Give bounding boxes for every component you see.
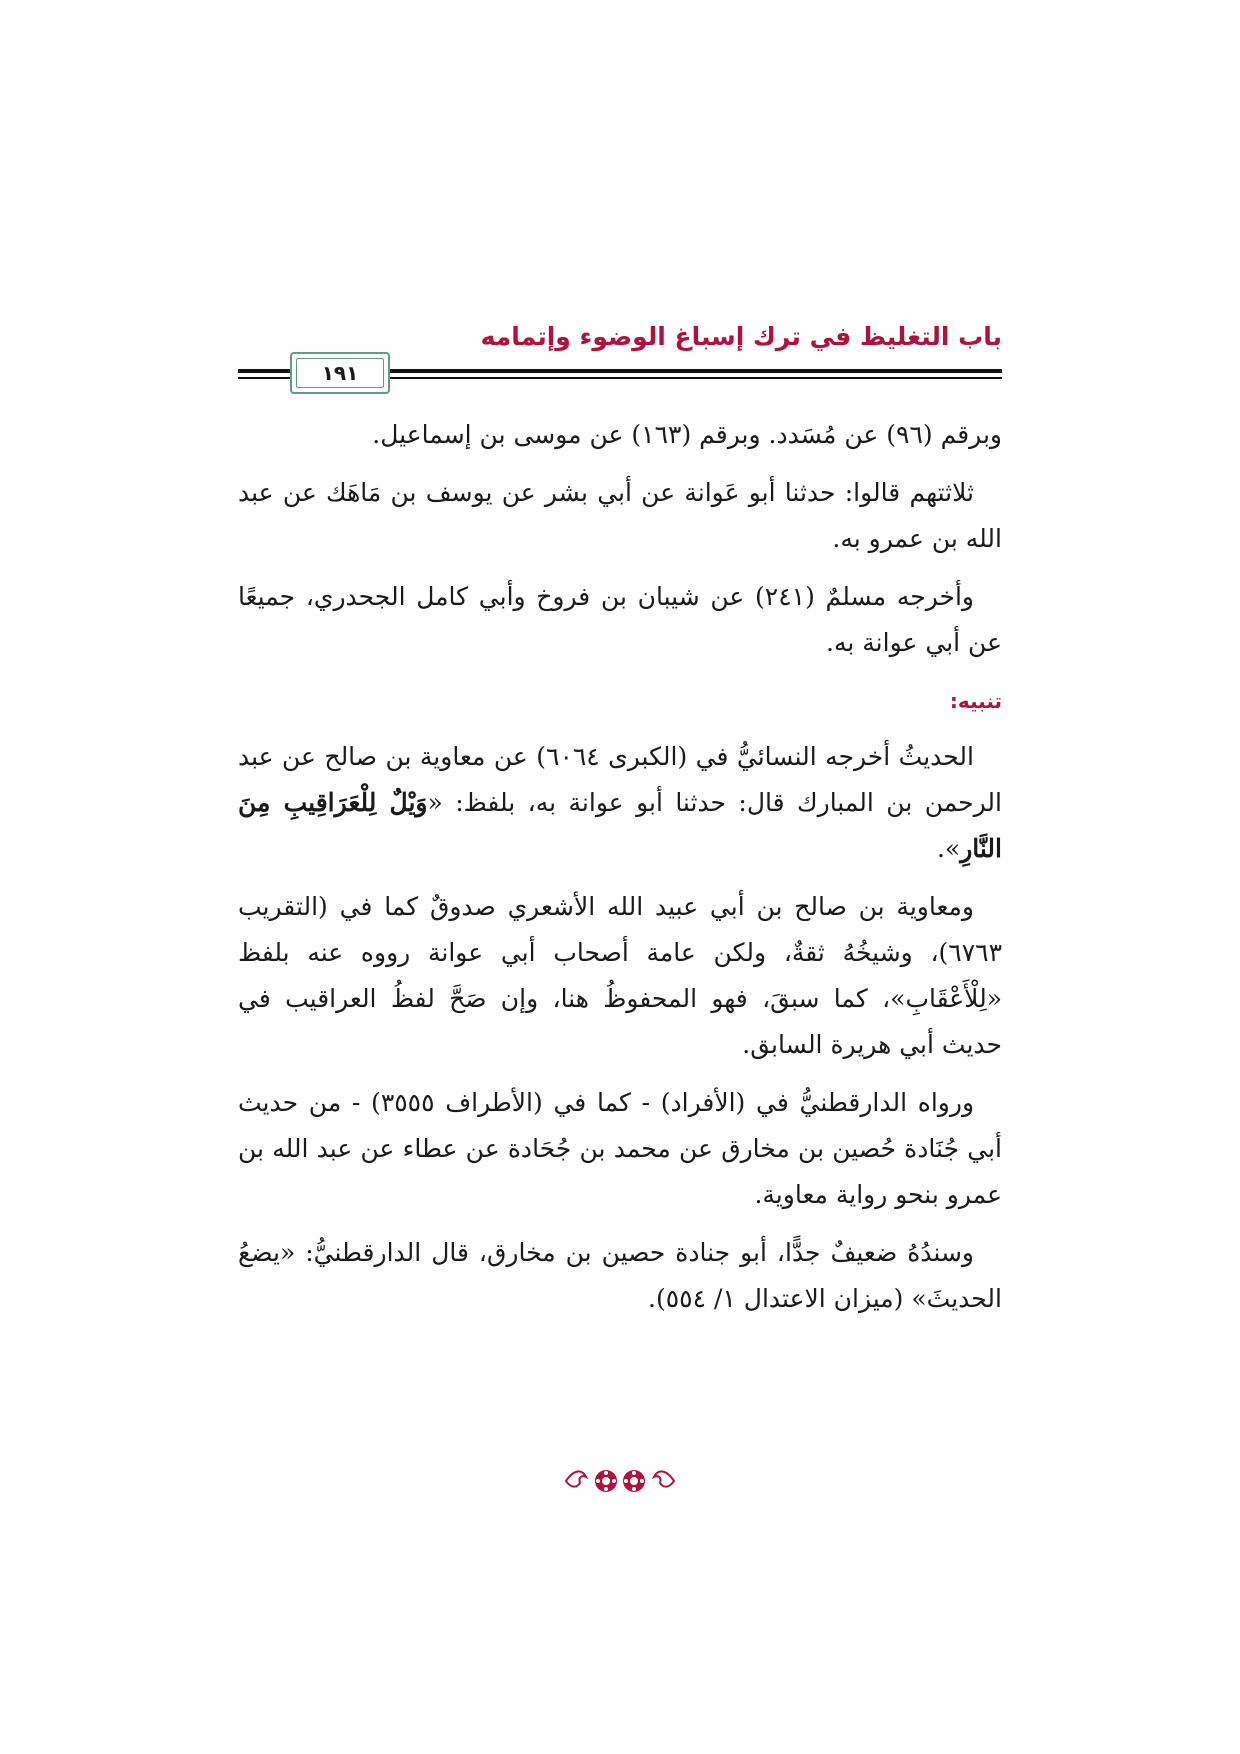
paragraph-6: ورواه الدارقطنيُّ في (الأفراد) - كما في (الأطراف ٣٥٥٥) - من حديث أبي جُنَادة حُصين بن مخارق عن محمد بن جُحَادة عن عطاء عن عبد الله بن عمرو بنحو رواية معاوية. — [238, 1088, 1002, 1209]
note-heading: تنبيه: — [949, 689, 1002, 713]
paragraph-3: وأخرجه مسلمٌ (٢٤١) عن شيبان بن فروخ وأبي كامل الجحدري، جميعًا عن أبي عوانة به. — [238, 582, 1002, 657]
hadith-quote: وَيْلٌ لِلْعَرَاقِيبِ مِنَ النَّارِ — [238, 788, 1002, 863]
paragraph-4-text: الحديثُ أخرجه النسائيُّ في (الكبرى ٦٠٦٤) عن معاوية بن صالح عن عبد الرحمن بن المبارك قال: حدثنا أبو عوانة به، بلفظ: « — [238, 742, 1002, 817]
chapter-title: باب التغليظ في ترك إسباغ الوضوء وإتمامه — [480, 322, 1002, 351]
body-text — [238, 412, 1002, 1334]
paragraph-1: وبرقم (٩٦) عن مُسَدد. وبرقم (١٦٣) عن موسى بن إسماعيل. — [372, 420, 1002, 449]
paragraph-4 — [238, 734, 1002, 872]
paragraph-7: وسندُهُ ضعيفٌ جدًّا، أبو جنادة حصين بن مخارق، قال الدارقطنيُّ: «يضعُ الحديثَ» (ميزان الاعتدال ١/ ٥٥٤). — [238, 1238, 1002, 1313]
paragraph-4-end: ». — [936, 834, 961, 863]
page-number-frame — [290, 352, 390, 394]
paragraph-2: ثلاثتهم قالوا: حدثنا أبو عَوانة عن أبي بشر عن يوسف بن مَاهَك عن عبد الله بن عمرو به. — [238, 478, 1002, 553]
running-header — [238, 322, 1002, 390]
floral-end-ornament-icon — [560, 1463, 680, 1499]
paragraph-5: ومعاوية بن صالح بن أبي عبيد الله الأشعري صدوقٌ كما في (التقريب ٦٧٦٣)، وشيخُهُ ثقةٌ، ولكن عامة أصحاب أبي عوانة رووه عنه بلفظ «لِلْأَعْقَابِ»، كما سبقَ، فهو المحفوظُ هنا، وإن صَحَّ لفظُ العراقيب في حديث أبي هريرة السابق. — [238, 892, 1002, 1059]
page-number: ١٩١ — [321, 361, 359, 385]
